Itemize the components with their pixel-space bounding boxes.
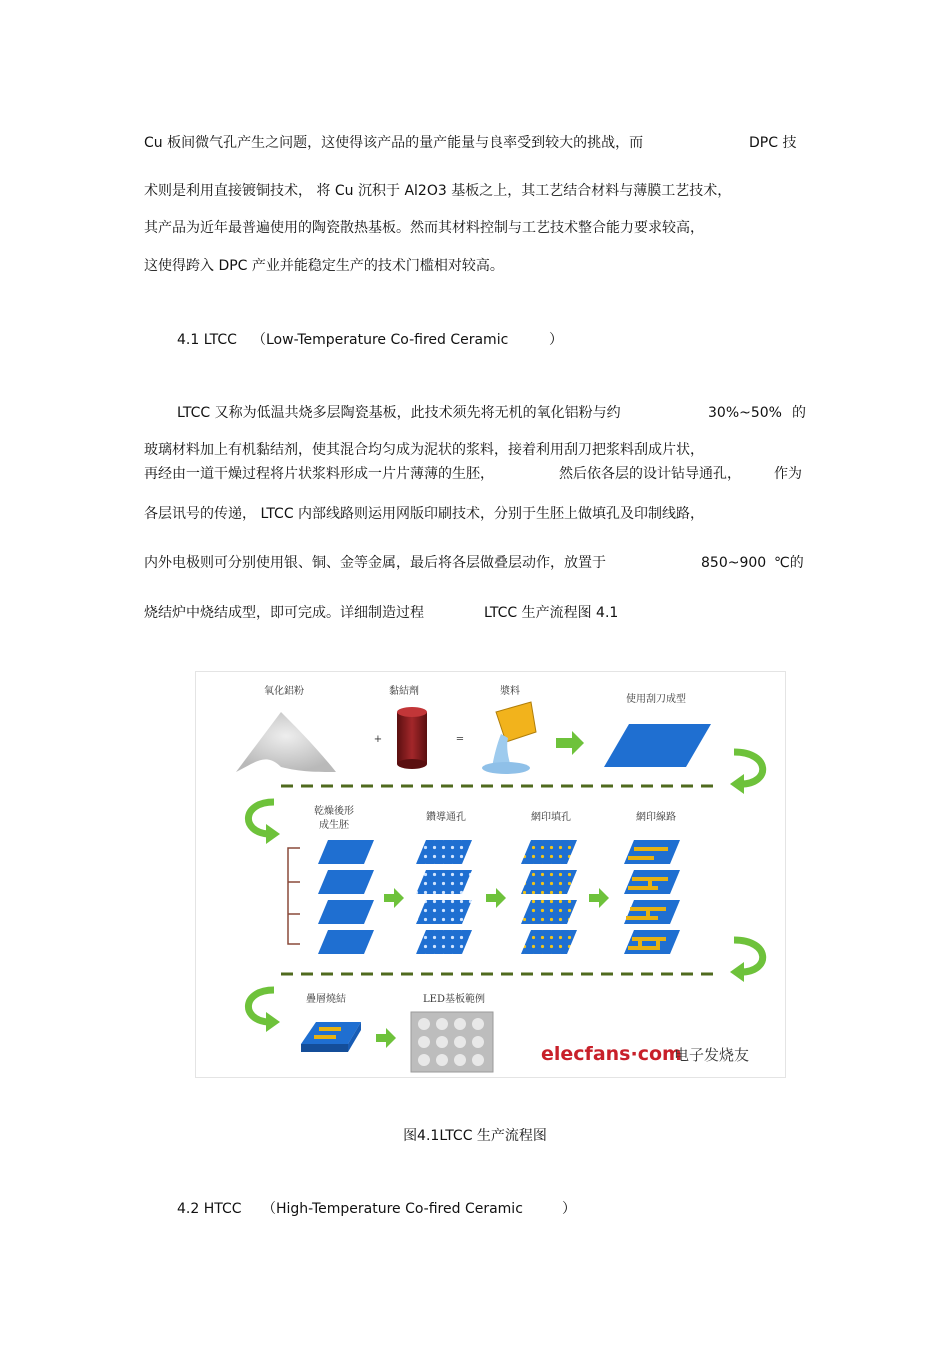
- text: 内外电极则可分别使用银、铜、金等金属，最后将各层做叠层动作，放置于: [144, 555, 606, 571]
- label-slurry: 漿料: [500, 686, 520, 697]
- text: 各层讯号的传递， LTCC 内部线路则运用网版印刷技术，分别于生胚上做填孔及印制线路，: [144, 506, 705, 522]
- binder-cylinder-icon: [397, 707, 427, 769]
- section-title: （High-Temperature Co-fired Ceramic: [262, 1201, 523, 1217]
- figure-caption: 图4.1LTCC 生产流程图: [403, 1128, 547, 1144]
- section-number: 4.2 HTCC: [177, 1201, 242, 1217]
- label-binder: 黏結劑: [389, 686, 419, 697]
- section-title-close: ）: [562, 1201, 576, 1217]
- arrow-right-icon: [486, 888, 506, 908]
- text: 的: [792, 405, 806, 421]
- drilled-sheet-stack: [416, 840, 472, 954]
- label-stack: 疊層燒結: [306, 994, 346, 1005]
- paragraph-line: [144, 180, 806, 202]
- text: 850~900: [701, 555, 767, 571]
- text: LTCC 又称为低温共烧多层陶瓷基板，此技术须先将无机的氧化铝粉与约: [177, 405, 621, 421]
- watermark-cn: 电子发烧友: [674, 1046, 750, 1064]
- section-title: （Low-Temperature Co-fired Ceramic: [252, 332, 509, 348]
- text: 作为: [774, 466, 802, 482]
- label-print: 網印線路: [636, 812, 676, 823]
- paragraph-line: [144, 602, 806, 624]
- sintered-block-icon: [301, 1022, 361, 1052]
- text: 烧结炉中烧结成型，即可完成。详细制造过程: [144, 605, 424, 621]
- section-heading: [177, 1198, 677, 1220]
- watermark-logo: elecfans·com: [541, 1043, 682, 1065]
- paragraph-line: [144, 439, 806, 461]
- ltcc-process-figure: [195, 671, 786, 1078]
- arrow-right-icon: [384, 888, 404, 908]
- label-dry-line1: 乾燥後形: [314, 806, 354, 817]
- label-doctor-blade: 使用刮刀成型: [626, 694, 686, 705]
- text: 玻璃材料加上有机黏结剂，使其混合均匀成为泥状的浆料，接着利用刮刀把浆料刮成片状，: [144, 442, 704, 458]
- text: 30%~50%: [708, 405, 782, 421]
- text: DPC 技: [749, 135, 797, 151]
- printed-sheet-stack: [624, 840, 680, 954]
- text: 这使得跨入 DPC 产业并能稳定生产的技术门槛相对较高。: [144, 258, 504, 274]
- text: 术则是利用直接镀铜技术， 将 Cu 沉积于 Al2O3 基板之上，其工艺结合材料与薄膜工艺技术，: [144, 183, 732, 199]
- led-substrate-icon: [411, 1012, 493, 1072]
- label-led: LED基板範例: [423, 994, 485, 1005]
- text: 再经由一道干燥过程将片状浆料形成一片片薄薄的生胚，: [144, 466, 494, 482]
- arrow-right-icon: [556, 731, 584, 755]
- plus-sign: +: [373, 734, 383, 745]
- label-fill: 網印填孔: [531, 812, 571, 823]
- text: 其产品为近年最普遍使用的陶瓷散热基板。然而其材料控制与工艺技术整合能力要求较高，: [144, 220, 704, 236]
- paragraph-line: [144, 402, 806, 424]
- paragraph-line: [144, 217, 806, 239]
- paragraph-line: [144, 552, 806, 574]
- paragraph-line: [144, 503, 806, 525]
- section-heading: [177, 329, 677, 351]
- arrow-right-icon: [376, 1028, 396, 1048]
- text: Cu 板间微气孔产生之问题，这使得该产品的量产能量与良率受到较大的挑战，而: [144, 135, 644, 151]
- text: LTCC 生产流程图 4.1: [484, 605, 619, 621]
- equals-sign: =: [455, 734, 465, 745]
- arrow-right-icon: [589, 888, 609, 908]
- alumina-powder-icon: [236, 712, 336, 772]
- filled-sheet-stack: [521, 840, 577, 954]
- label-drill: 鑽導通孔: [426, 812, 466, 823]
- paragraph-line: [144, 463, 806, 485]
- label-alumina: 氧化鋁粉: [264, 686, 304, 697]
- paragraph-line: [144, 132, 806, 154]
- section-title-close: ）: [549, 332, 563, 348]
- text: ℃的: [774, 555, 804, 571]
- slurry-bucket-icon: [482, 702, 536, 774]
- green-sheet-icon: [604, 724, 711, 767]
- paragraph-line: [144, 255, 806, 277]
- text: 然后依各层的设计钻导通孔，: [559, 466, 741, 482]
- bracket: [288, 848, 300, 944]
- section-number: 4.1 LTCC: [177, 332, 237, 348]
- label-dry-line2: 成生胚: [319, 820, 349, 831]
- green-sheet-stack: [318, 840, 374, 954]
